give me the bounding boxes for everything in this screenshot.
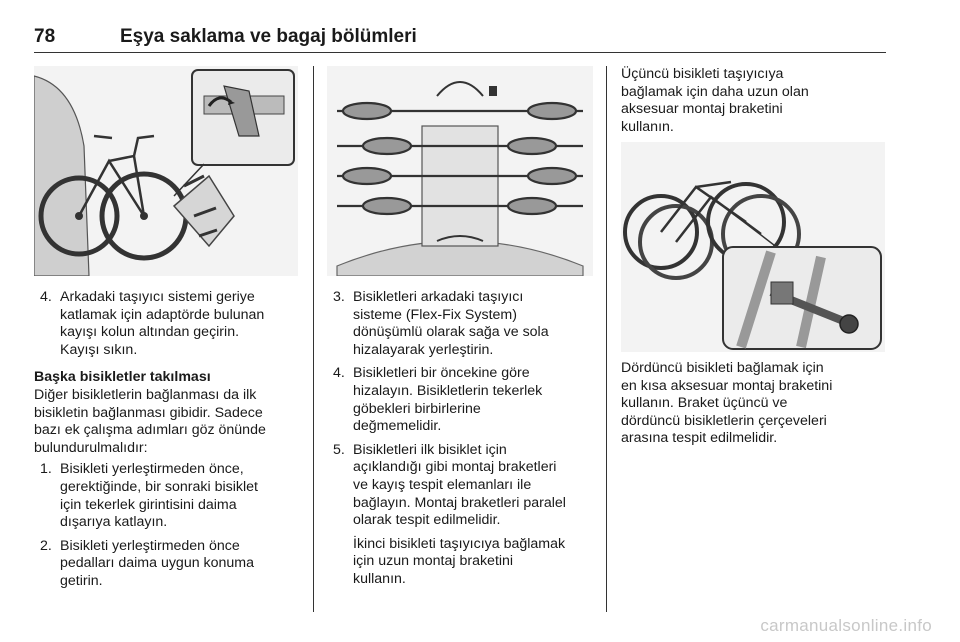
paragraph-line-1: Diğer bisikletlerin bağlanması da ilk bbox=[34, 386, 257, 403]
four-bikes-carrier-illustration bbox=[327, 66, 593, 276]
step-2-line-1: Bisikleti yerleştirmeden önce bbox=[60, 537, 240, 554]
step-4b-number: 4. bbox=[333, 365, 345, 382]
third-line-3: aksesuar montaj braketini bbox=[621, 101, 783, 118]
fourth-bike-paragraph bbox=[621, 360, 893, 448]
step-5-item bbox=[327, 442, 599, 530]
fourth-line-5: arasına tespit edilmelidir. bbox=[621, 430, 778, 447]
column-1-text bbox=[34, 289, 304, 591]
column-3-intro bbox=[621, 66, 891, 136]
fourth-line-1: Dördüncü bisikleti bağlamak için bbox=[621, 360, 824, 376]
step-4-line-1: Arkadaki taşıyıcı sistemi geriye bbox=[60, 289, 255, 305]
step-5-number: 5. bbox=[333, 441, 345, 458]
step-2-item bbox=[34, 538, 304, 591]
step-5-line-1: Bisikletleri ilk bisiklet için bbox=[353, 441, 507, 458]
step-3-line-4: hizalayarak yerleştirin. bbox=[353, 341, 494, 358]
column-2-text bbox=[327, 289, 599, 589]
step-2-line-3: getirin. bbox=[60, 572, 103, 589]
step-5-line-5: olarak tespit edilmelidir. bbox=[353, 512, 501, 529]
paragraph-line-2: bisikletin bağlanması gibidir. Sadece bbox=[34, 404, 263, 421]
step-4b-line-2: hizalayın. Bisikletlerin tekerlek bbox=[353, 382, 543, 399]
step-4-line-3: kayışı kolun altından geçirin. bbox=[60, 324, 240, 341]
paragraph-line-3: bazı ek çalışma adımları göz önünde bbox=[34, 422, 266, 439]
step-4-number: 4. bbox=[40, 289, 52, 305]
step-1-number: 1. bbox=[40, 461, 52, 478]
note-line-2: için uzun montaj braketini bbox=[353, 553, 514, 570]
step-5-line-4: bağlayın. Montaj braketleri paralel bbox=[353, 494, 566, 511]
fourth-line-3: kullanın. Braket üçüncü ve bbox=[621, 395, 788, 412]
step-4b-line-1: Bisikletleri bir öncekine göre bbox=[353, 365, 530, 382]
step-5-line-2: açıklandığı gibi montaj braketleri bbox=[353, 459, 557, 476]
step-1-line-1: Bisikleti yerleştirmeden önce, bbox=[60, 461, 244, 478]
note-line-1: İkinci bisikleti taşıyıcıya bağlamak bbox=[353, 535, 566, 552]
step-1-line-2: gerektiğinde, bir sonraki bisiklet bbox=[60, 478, 258, 495]
step-5-line-3: ve kayış tespit elemanları ile bbox=[353, 476, 532, 493]
step-3-number: 3. bbox=[333, 289, 345, 305]
column-divider-1 bbox=[313, 66, 314, 612]
page-number: 78 bbox=[34, 26, 56, 47]
paragraph-line-4: bulundurulmalıdır: bbox=[34, 439, 148, 456]
step-3-line-3: dönüşümlü olarak sağa ve sola bbox=[353, 324, 549, 341]
third-line-4: kullanın. bbox=[621, 118, 674, 135]
step-4b-item bbox=[327, 365, 599, 435]
step-2-number: 2. bbox=[40, 537, 52, 554]
section-heading: Başka bisikletler takılması bbox=[34, 369, 211, 386]
fourth-line-4: dördüncü bisikletlerin çerçeveleri bbox=[621, 412, 827, 429]
step-1-item bbox=[34, 461, 304, 531]
chapter-title: Eşya saklama ve bagaj bölümleri bbox=[120, 26, 417, 47]
step-4-line-4: Kayışı sıkın. bbox=[60, 341, 138, 358]
step-1-line-4: dışarıya katlayın. bbox=[60, 514, 168, 531]
step-3-item bbox=[327, 289, 599, 359]
step-4-line-2: katlamak için adaptörde bulunan bbox=[60, 306, 265, 323]
note-line-3: kullanın. bbox=[353, 570, 406, 587]
bracket-mount-illustration bbox=[621, 142, 885, 352]
page-header bbox=[34, 22, 886, 53]
step-4b-line-4: değmemelidir. bbox=[353, 418, 442, 435]
bike-carrier-strap-illustration bbox=[34, 66, 298, 276]
column-3-outro bbox=[621, 360, 893, 448]
third-line-2: bağlamak için daha uzun olan bbox=[621, 83, 809, 100]
step-3-line-2: sisteme (Flex-Fix System) bbox=[353, 306, 517, 323]
column-divider-2 bbox=[606, 66, 607, 612]
watermark: carmanualsonline.info bbox=[760, 616, 932, 635]
third-bike-paragraph bbox=[621, 66, 891, 136]
step-4b-line-3: göbekleri birbirlerine bbox=[353, 400, 481, 417]
step-3-line-1: Bisikletleri arkadaki taşıyıcı bbox=[353, 289, 524, 305]
second-bike-note bbox=[327, 536, 599, 589]
fourth-line-2: en kısa aksesuar montaj braketini bbox=[621, 377, 833, 394]
step-1-line-3: için tekerlek girintisini daima bbox=[60, 496, 237, 513]
third-line-1: Üçüncü bisikleti taşıyıcıya bbox=[621, 66, 784, 82]
step-2-line-2: pedalları daima uygun konuma bbox=[60, 555, 255, 572]
step-4-item bbox=[34, 289, 304, 359]
intro-paragraph bbox=[34, 387, 304, 457]
